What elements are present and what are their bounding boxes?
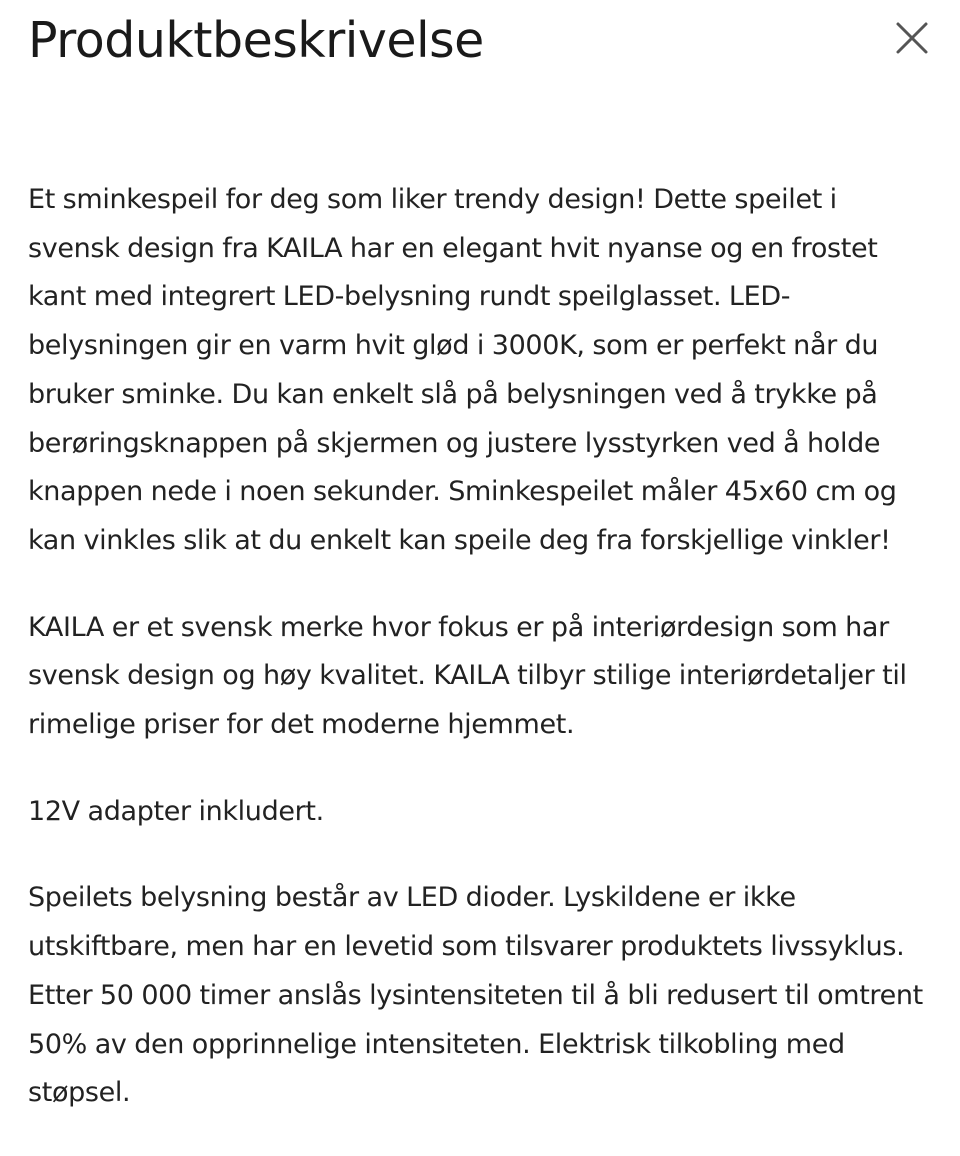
dialog-header xyxy=(28,6,932,76)
dialog-title: Produktbeskrivelse xyxy=(28,12,484,69)
close-icon xyxy=(892,18,932,58)
description-paragraph: 12V adapter inkludert. xyxy=(28,795,324,827)
description-paragraph: KAILA er et svensk merke hvor fokus er på interiørdesign som har svensk design og høy kvalitet. KAILA tilbyr stilige interiørdetaljer til rimelige priser for det moderne hjemmet. xyxy=(28,611,907,741)
product-description xyxy=(28,176,928,1156)
description-paragraph: Speilets belysning består av LED dioder. Lyskildene er ikke utskiftbare, men har en levetid som tilsvarer produktets livssyklus. Etter 50 000 timer anslås lysintensiteten til å bli redusert til omtrent 50% av den opprinnelige intensiteten. Elektrisk tilkobling med støpsel. xyxy=(28,882,923,1109)
description-paragraph: Et sminkespeil for deg som liker trendy design! Dette speilet i svensk design fra KAILA har en elegant hvit nyanse og en frostet kant med integrert LED-belysning rundt speilglasset. LED-belysningen gir en varm hvit glød i 3000K, som er perfekt når du bruker sminke. Du kan enkelt slå på belysningen ved å trykke på berøringsknappen på skjermen og justere lysstyrken ved å holde knappen nede i noen sekunder. Sminkespeilet måler 45x60 cm og kan vinkles slik at du enkelt kan speile deg fra forskjellige vinkler! xyxy=(28,184,897,556)
close-button[interactable] xyxy=(892,18,932,58)
